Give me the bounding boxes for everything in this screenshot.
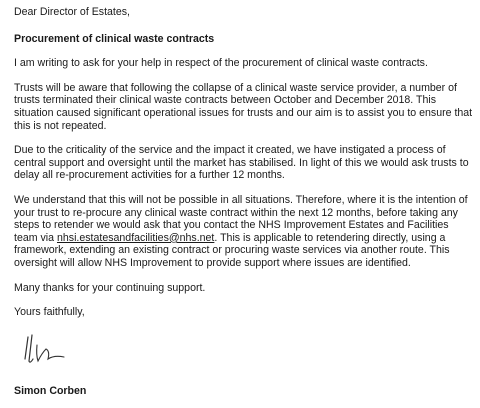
handwritten-signature <box>18 331 78 367</box>
salutation: Dear Director of Estates, <box>14 6 130 18</box>
contact-text-before: We understand that this will not be possible in all situations. Therefore, where it is the intention of your trust to re-procure any clinical waste contract within the next 12 months, before taking any steps to retender we would ask that you contact the NHS Improvement Estates and Facilities team via <box>14 193 468 244</box>
email-link[interactable]: nhsi.estatesandfacilities@nhs.net <box>56 231 215 244</box>
letter <box>14 6 474 408</box>
paragraph-contact <box>14 194 474 270</box>
paragraph-background: Trusts will be aware that following the collapse of a clinical waste service provider, a number of trusts terminated their clinical waste contracts between October and December 2018. This situation caused significant operational issues for trusts and our aim is to assist you to ensure that this is not repeated. <box>14 81 473 132</box>
signatory-name: Simon Corben <box>14 384 87 397</box>
closing: Yours faithfully, <box>14 306 85 319</box>
paragraph-thanks: Many thanks for your continuing support. <box>14 281 206 294</box>
contact-text-after: . This is applicable to retendering directly, using a framework, extending an existing contract or procuring waste services via another route. This oversight will allow NHS Improvement to provide support where issues are identified. <box>14 231 450 269</box>
subject-heading: Procurement of clinical waste contracts <box>14 32 215 45</box>
paragraph-central-support: Due to the criticality of the service and the impact it created, we have instigated a process of central support and oversight until the market has stabilised. In light of this we would ask trusts to delay all re-procurement activities for a further 12 months. <box>14 144 469 182</box>
paragraph-intro: I am writing to ask for your help in respect of the procurement of clinical waste contracts. <box>14 57 428 70</box>
